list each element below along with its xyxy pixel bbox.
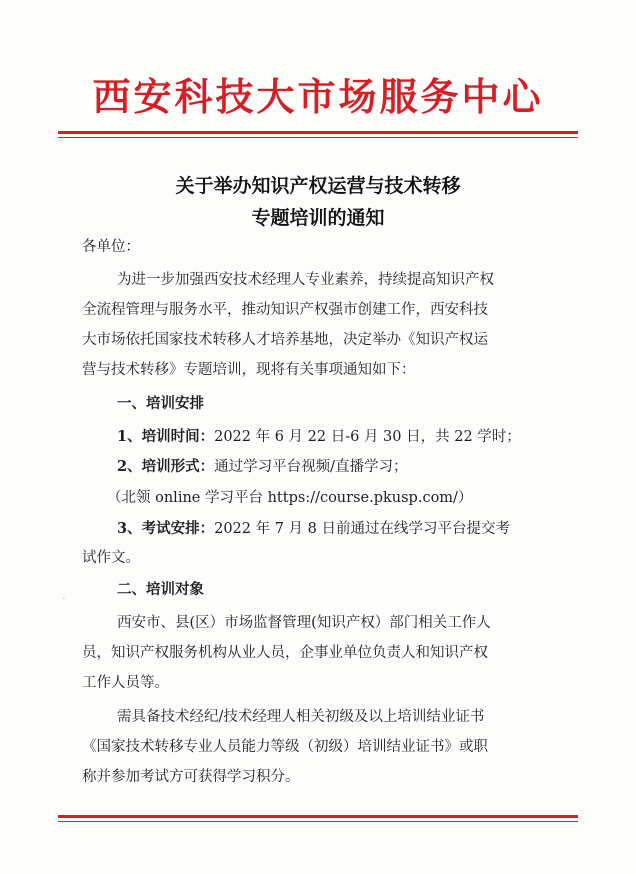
intro-line-3: 大市场依托国家技术转移人才培养基地，决定举办《知识产权运	[82, 332, 488, 348]
footer-red-rule-thick	[58, 815, 578, 818]
training-format-value: 通过学习平台视频/直播学习；	[214, 459, 408, 475]
audience-line-3: 工作人员等。	[82, 675, 169, 691]
exam-label: 3、考试安排：	[117, 520, 215, 537]
platform-note: （北领 online 学习平台 https://course.pkusp.com/）	[107, 490, 473, 506]
exam-item	[117, 519, 510, 539]
footer-red-rule-thin	[58, 821, 578, 822]
salutation: 各单位：	[82, 239, 140, 255]
intro-line-2: 全流程管理与服务水平，推动知识产权强市创建工作，西安科技	[82, 302, 488, 318]
notice-title-line-1: 关于举办知识产权运营与技术转移	[175, 175, 461, 197]
margin-speck-mark: ·	[62, 592, 66, 605]
audience-line-1: 西安市、县(区）市场监督管理(知识产权）部门相关工作人	[117, 615, 491, 631]
requirement-line-1: 需具备技术经纪/技术经理人相关初级及以上培训结业证书	[117, 709, 485, 725]
exam-value: 2022 年 7 月 8 日前通过在线学习平台提交考	[214, 521, 510, 537]
training-time-item	[117, 427, 521, 447]
requirement-line-3: 称并参加考试方可获得学习积分。	[82, 769, 300, 785]
notice-title-line-2: 专题培训的通知	[251, 207, 385, 229]
section-1-heading: 一、培训安排	[117, 395, 204, 412]
exam-item-continued: 试作文。	[82, 550, 140, 566]
training-format-label: 2、培训形式：	[117, 458, 215, 475]
intro-line-1: 为进一步加强西安技术经理人专业素养，持续提高知识产权	[117, 272, 494, 288]
section-2-heading: 二、培训对象	[117, 581, 204, 598]
intro-line-4: 营与技术转移》专题培训，现将有关事项通知如下：	[82, 362, 416, 378]
requirement-line-2: 《国家技术转移专业人员能力等级（初级）培训结业证书》或职	[82, 739, 488, 755]
organization-header: 西安科技大市场服务中心	[92, 74, 544, 119]
training-format-item	[117, 457, 407, 477]
header-red-rule-thick	[58, 131, 578, 134]
training-time-label: 1、培训时间：	[117, 428, 215, 445]
training-time-value: 2022 年 6 月 22 日-6 月 30 日，共 22 学时；	[214, 429, 521, 445]
audience-line-2: 员，知识产权服务机构从业人员，企事业单位负责人和知识产权	[82, 645, 488, 661]
header-red-rule-thin	[58, 137, 578, 138]
